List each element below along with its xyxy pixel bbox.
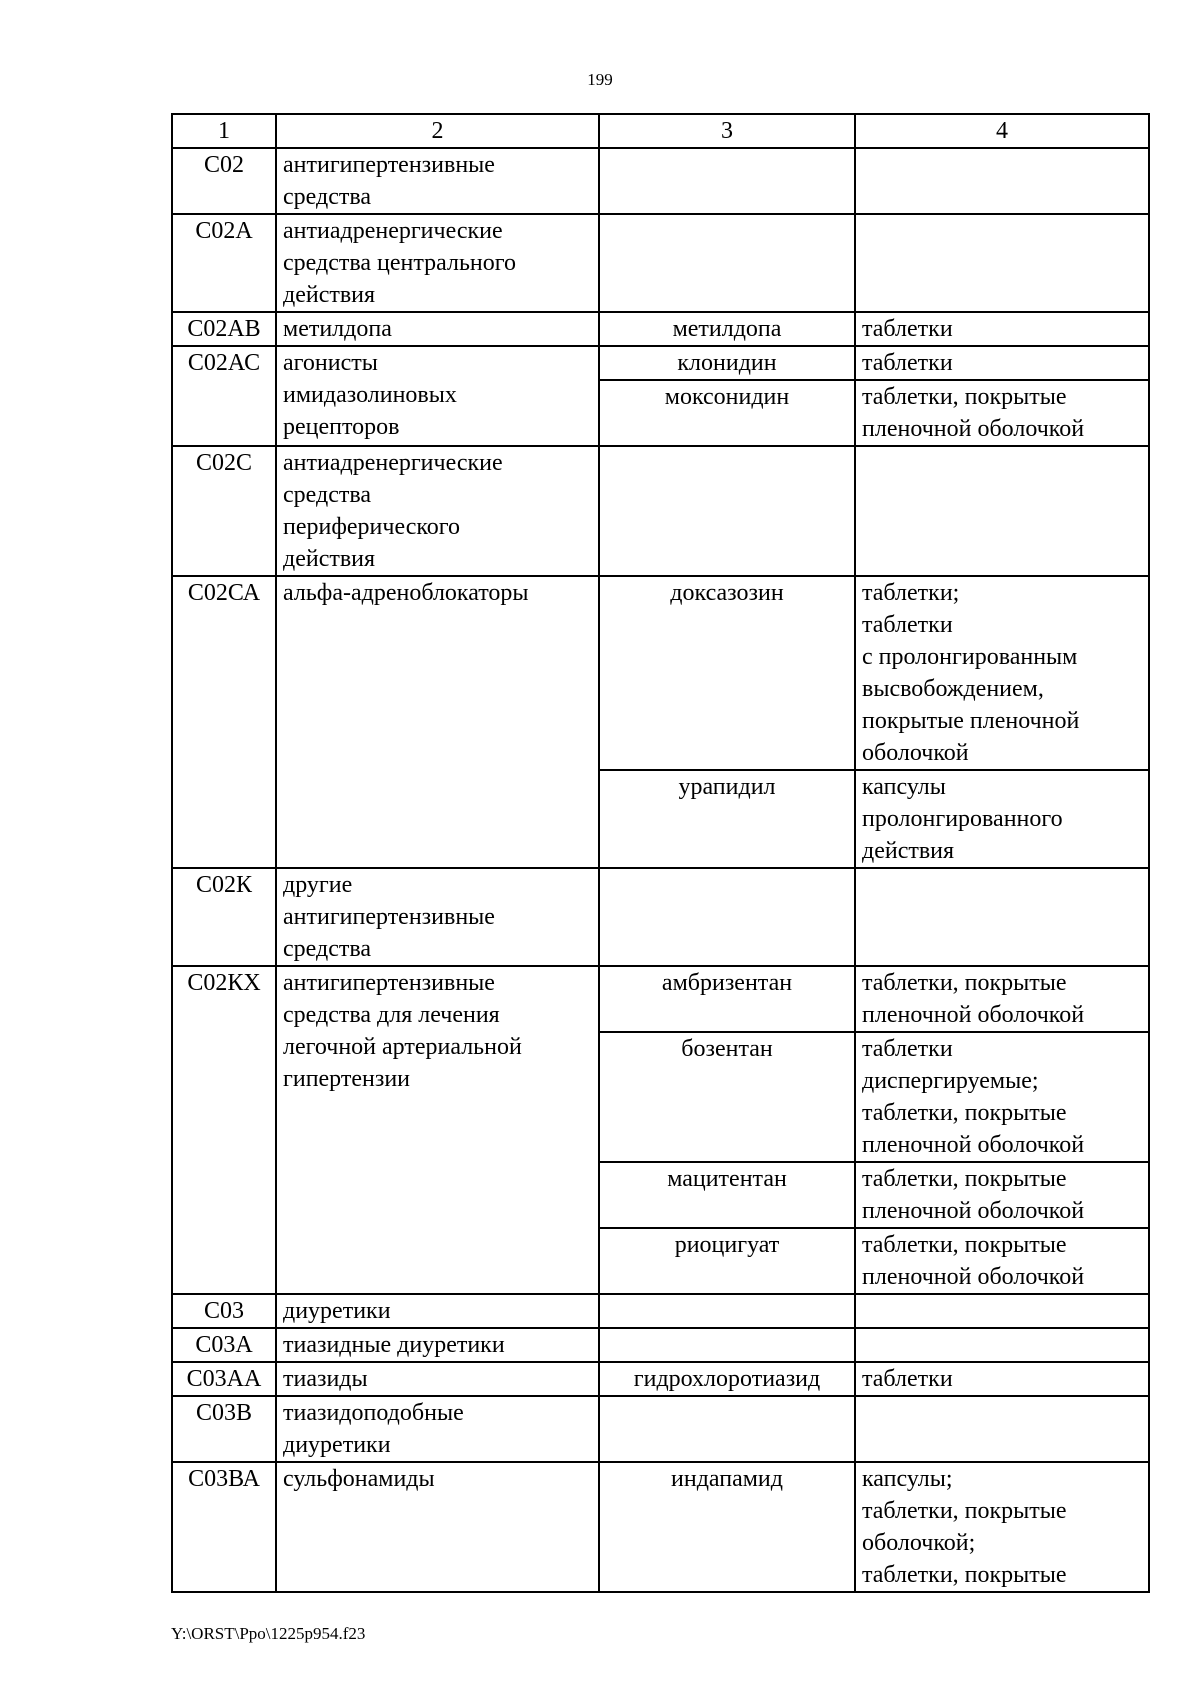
atc-code: С03В xyxy=(172,1396,276,1462)
table-row xyxy=(172,1294,1149,1328)
group-name: тиазидные диуретики xyxy=(276,1328,599,1362)
atc-code: С03А xyxy=(172,1328,276,1362)
table-row xyxy=(172,1328,1149,1362)
table-row xyxy=(172,312,1149,346)
table-row xyxy=(172,966,1149,1032)
dosage-form xyxy=(855,1294,1149,1328)
dosage-form: таблетки xyxy=(855,1362,1149,1396)
drug-name: амбризентан xyxy=(599,966,855,1032)
atc-code: С02КХ xyxy=(172,966,276,1294)
atc-code: С02С xyxy=(172,446,276,576)
drug-name: доксазозин xyxy=(599,576,855,770)
atc-code: С02А xyxy=(172,214,276,312)
atc-code: С02СА xyxy=(172,576,276,868)
dosage-form: таблетки, покрытые пленочной оболочкой xyxy=(855,1228,1149,1294)
drug-name: индапамид xyxy=(599,1462,855,1592)
dosage-form: таблетки, покрытые пленочной оболочкой xyxy=(855,380,1149,446)
footer-file-path: Y:\ORST\Ppo\1225p954.f23 xyxy=(171,1624,366,1643)
column-header: 3 xyxy=(599,114,855,148)
group-name: антигипертензивные средства xyxy=(276,148,599,214)
group-name: антиадренергические средства центрального действия xyxy=(276,214,599,312)
drug-name xyxy=(599,1294,855,1328)
drug-name xyxy=(599,1396,855,1462)
group-name: агонисты имидазолиновых рецепторов xyxy=(276,346,599,446)
table-row xyxy=(172,1362,1149,1396)
dosage-form: капсулы пролонгированного действия xyxy=(855,770,1149,868)
dosage-form: таблетки; таблетки с пролонгированным высвобождением, покрытые пленочной оболочкой xyxy=(855,576,1149,770)
drug-name xyxy=(599,446,855,576)
table-row xyxy=(172,1462,1149,1592)
group-name: тиазидоподобные диуретики xyxy=(276,1396,599,1462)
dosage-form: таблетки xyxy=(855,312,1149,346)
dosage-form xyxy=(855,446,1149,576)
drug-name xyxy=(599,148,855,214)
atc-code: С03АА xyxy=(172,1362,276,1396)
dosage-form: таблетки диспергируемые; таблетки, покрытые пленочной оболочкой xyxy=(855,1032,1149,1162)
group-name: тиазиды xyxy=(276,1362,599,1396)
dosage-form xyxy=(855,148,1149,214)
group-name: антигипертензивные средства для лечения легочной артериальной гипертензии xyxy=(276,966,599,1294)
page-number: 199 xyxy=(587,70,613,89)
dosage-form: капсулы; таблетки, покрытые оболочкой; таблетки, покрытые xyxy=(855,1462,1149,1592)
table-row xyxy=(172,446,1149,576)
table-row xyxy=(172,148,1149,214)
atc-code: С02К xyxy=(172,868,276,966)
table-row xyxy=(172,346,1149,380)
column-header: 2 xyxy=(276,114,599,148)
drug-name: клонидин xyxy=(599,346,855,380)
drug-name: бозентан xyxy=(599,1032,855,1162)
table-row xyxy=(172,1396,1149,1462)
group-name: антиадренергические средства периферического действия xyxy=(276,446,599,576)
atc-code: С03 xyxy=(172,1294,276,1328)
dosage-form xyxy=(855,868,1149,966)
dosage-form: таблетки, покрытые пленочной оболочкой xyxy=(855,1162,1149,1228)
group-name: метилдопа xyxy=(276,312,599,346)
table-row xyxy=(172,214,1149,312)
dosage-form: таблетки, покрытые пленочной оболочкой xyxy=(855,966,1149,1032)
dosage-form xyxy=(855,1396,1149,1462)
dosage-form: таблетки xyxy=(855,346,1149,380)
drug-name: риоцигуат xyxy=(599,1228,855,1294)
atc-code: С02АС xyxy=(172,346,276,446)
drug-name: моксонидин xyxy=(599,380,855,446)
drug-name xyxy=(599,214,855,312)
group-name: другие антигипертензивные средства xyxy=(276,868,599,966)
drug-name: урапидил xyxy=(599,770,855,868)
atc-code: С02 xyxy=(172,148,276,214)
group-name: альфа-адреноблокаторы xyxy=(276,576,599,868)
dosage-form xyxy=(855,1328,1149,1362)
atc-code: С03ВА xyxy=(172,1462,276,1592)
group-name: диуретики xyxy=(276,1294,599,1328)
drug-name: мацитентан xyxy=(599,1162,855,1228)
table-row xyxy=(172,868,1149,966)
column-header: 1 xyxy=(172,114,276,148)
drug-name xyxy=(599,868,855,966)
table-row xyxy=(172,576,1149,770)
dosage-form xyxy=(855,214,1149,312)
drug-name: гидрохлоротиазид xyxy=(599,1362,855,1396)
column-header: 4 xyxy=(855,114,1149,148)
group-name: сульфонамиды xyxy=(276,1462,599,1592)
drug-name xyxy=(599,1328,855,1362)
atc-code: С02АВ xyxy=(172,312,276,346)
drug-table xyxy=(171,113,1150,1593)
drug-name: метилдопа xyxy=(599,312,855,346)
table-header-row xyxy=(172,114,1149,148)
